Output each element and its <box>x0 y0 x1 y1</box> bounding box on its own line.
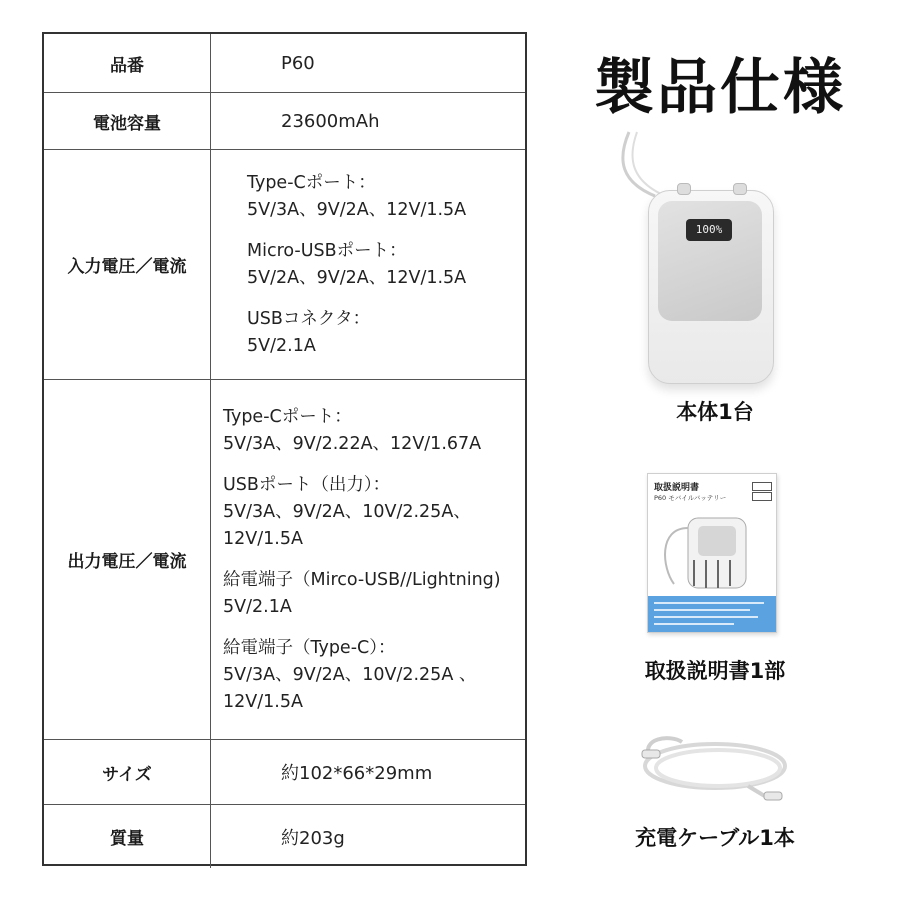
model-value: P60 <box>211 34 525 93</box>
input-entry <box>247 238 466 292</box>
charging-cable-image <box>630 728 800 808</box>
output-entry-spec: 5V/3A、9V/2A、10V/2.25A 、 <box>223 664 477 685</box>
capacity-label: 電池容量 <box>44 93 211 150</box>
capacity-value: 23600mAh <box>211 93 525 150</box>
output-entry-spec: 5V/3A、9V/2.22A、12V/1.67A <box>223 433 482 454</box>
page-title: 製品仕様 <box>594 53 846 123</box>
output-entry-spec: 5V/2.1A <box>223 596 292 617</box>
band-line <box>654 616 758 618</box>
output-entry-name: 給電端子（Type-C）： <box>223 637 396 658</box>
power-bank-image <box>648 190 774 384</box>
weight-value: 約203g <box>281 827 345 849</box>
input-entry <box>247 170 466 224</box>
input-entry-name: Micro-USBポート： <box>247 240 407 261</box>
manual-title: 取扱説明書 <box>654 483 700 493</box>
output-entry <box>223 567 501 621</box>
manual-tag <box>752 482 772 491</box>
output-values <box>211 380 525 740</box>
item-caption: 本体1台 <box>676 400 754 424</box>
output-entry-spec-cont: 12V/1.5A <box>223 691 303 712</box>
output-entry-spec-cont: 12V/1.5A <box>223 528 303 549</box>
output-entry <box>223 404 481 458</box>
input-entry-name: USBコネクタ： <box>247 308 371 329</box>
strap-loop <box>733 183 747 195</box>
input-entry-spec: 5V/2.1A <box>247 335 316 356</box>
manual-image <box>647 473 777 633</box>
battery-display: 100% <box>686 219 732 241</box>
output-entry-name: USBポート（出力）： <box>223 474 391 495</box>
spec-table <box>42 32 527 866</box>
input-values <box>211 150 525 380</box>
model-label: 品番 <box>44 34 211 93</box>
output-entry-name: 給電端子（Mirco-USB//Lightning) <box>223 569 501 590</box>
input-entry <box>247 306 370 360</box>
input-entry-name: Type-Cポート： <box>247 172 376 193</box>
output-entry <box>223 472 471 553</box>
item-caption: 充電ケーブル1本 <box>635 826 795 850</box>
manual-info-band <box>648 596 776 632</box>
output-entry-name: Type-Cポート： <box>223 406 352 427</box>
strap-loop <box>677 183 691 195</box>
size-label: サイズ <box>44 740 211 805</box>
output-entry <box>223 635 476 716</box>
output-entry-spec: 5V/3A、9V/2A、10V/2.25A、 <box>223 501 471 522</box>
output-label: 出力電圧／電流 <box>44 380 211 740</box>
band-line <box>654 623 734 625</box>
item-caption: 取扱説明書1部 <box>644 659 786 683</box>
size-value: 約102*66*29mm <box>211 740 525 805</box>
power-bank-panel <box>658 201 762 321</box>
manual-product-illustration <box>658 508 766 594</box>
band-line <box>654 609 750 611</box>
manual-tag <box>752 492 772 501</box>
input-entry-spec: 5V/2A、9V/2A、12V/1.5A <box>247 267 467 288</box>
band-line <box>654 602 764 604</box>
input-label: 入力電圧／電流 <box>44 150 211 380</box>
manual-subtitle: P60 モバイルバッテリー <box>654 494 727 502</box>
weight-label: 質量 <box>44 805 211 868</box>
input-entry-spec: 5V/3A、9V/2A、12V/1.5A <box>247 199 467 220</box>
